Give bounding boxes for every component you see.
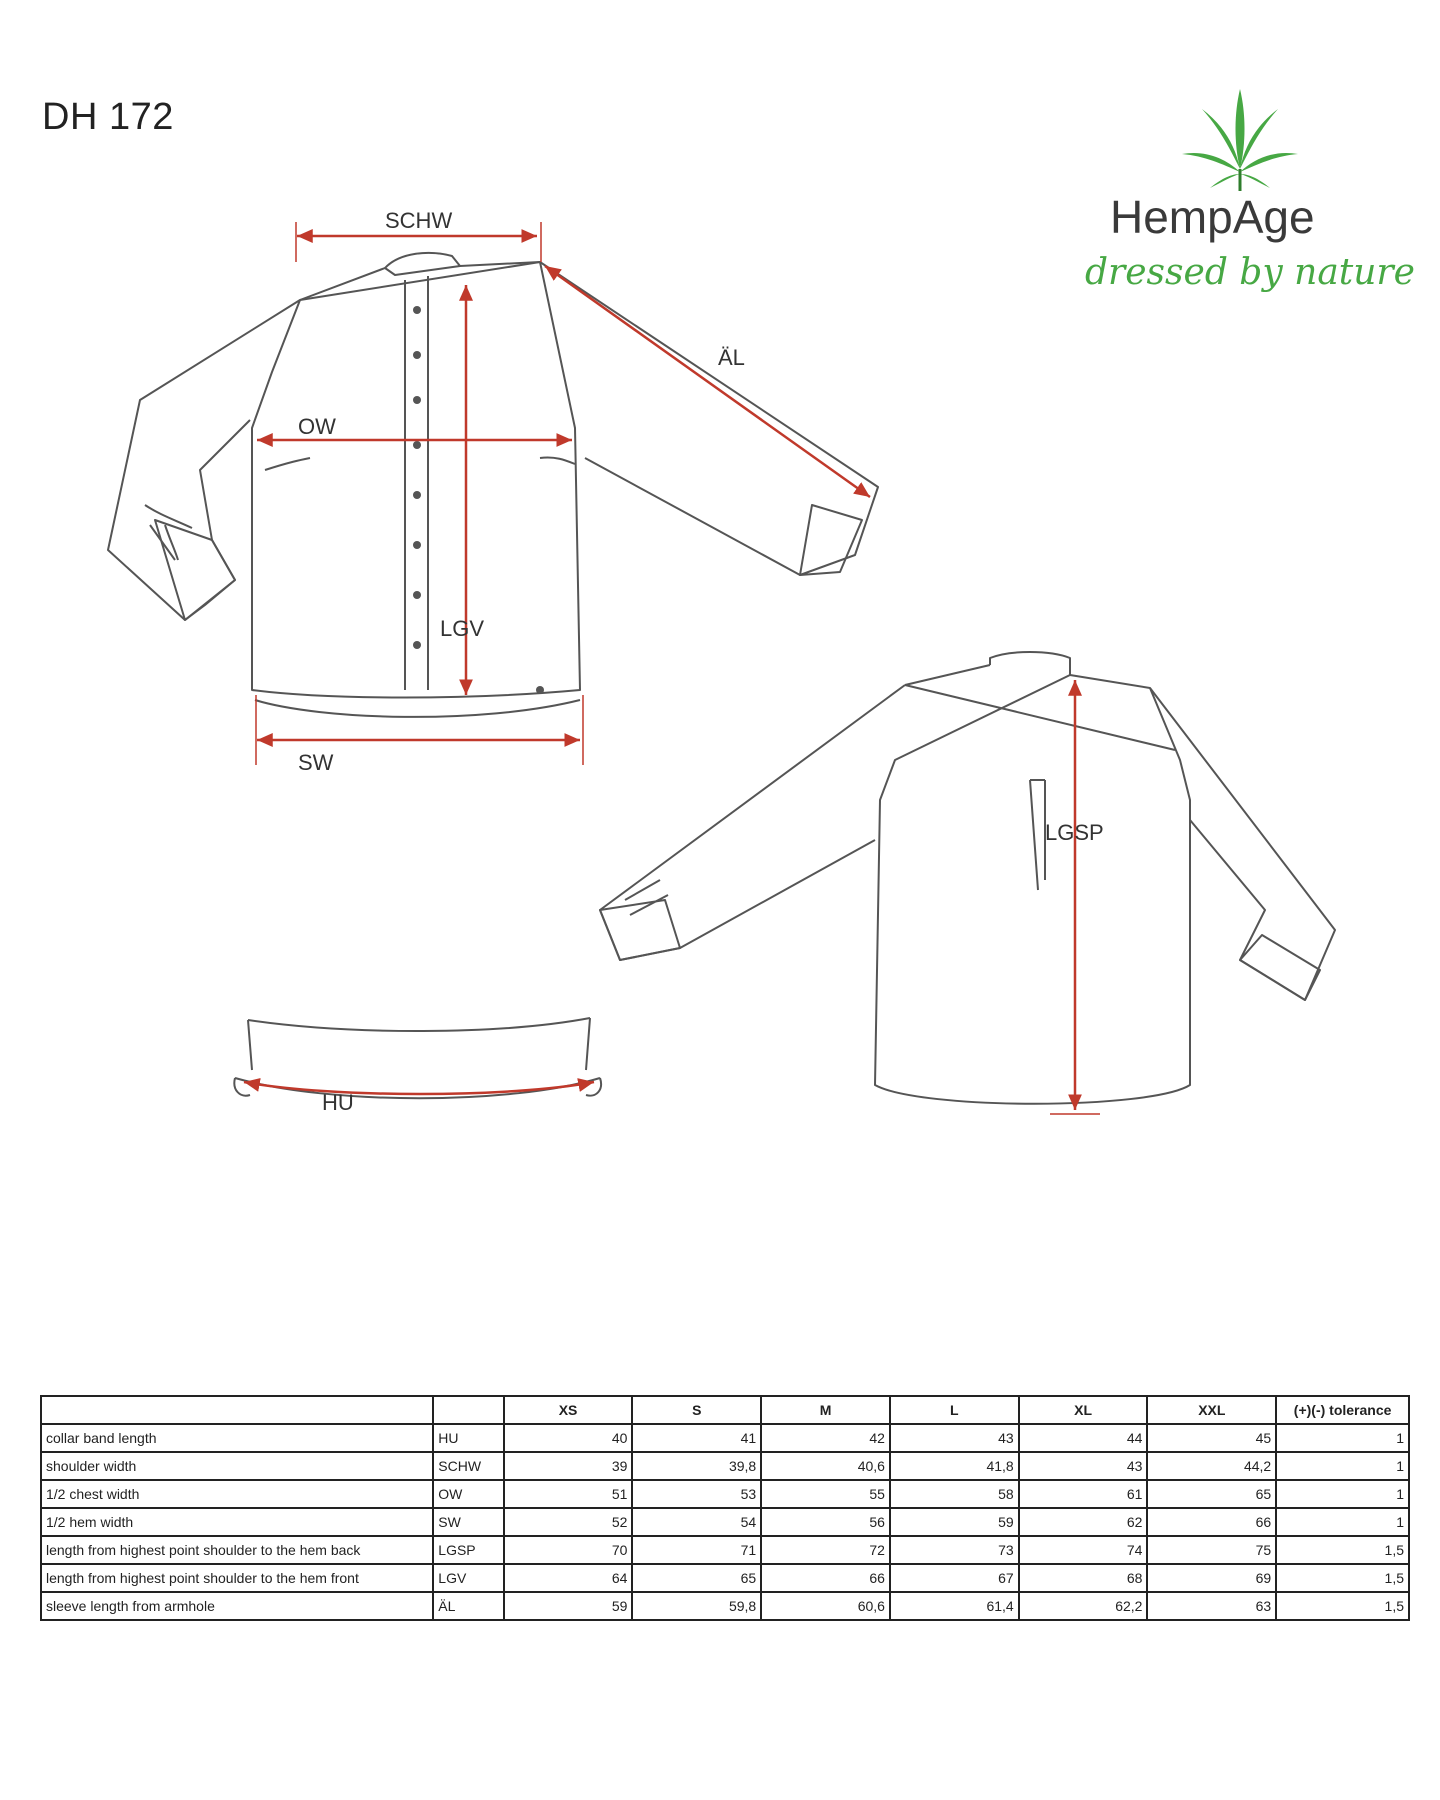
- size-table-body: [41, 1424, 1409, 1620]
- row-label: 1/2 chest width: [41, 1480, 433, 1508]
- size-value: 40,6: [761, 1452, 890, 1480]
- brand-name: HempAge: [1110, 191, 1315, 243]
- size-value: 62,2: [1019, 1592, 1148, 1620]
- size-value: 52: [504, 1508, 633, 1536]
- size-value: 62: [1019, 1508, 1148, 1536]
- row-abbreviation: SCHW: [433, 1452, 503, 1480]
- header-size: XS: [504, 1396, 633, 1424]
- size-value: 39: [504, 1452, 633, 1480]
- label-lgsp: LGSP: [1045, 820, 1104, 845]
- size-value: 73: [890, 1536, 1019, 1564]
- measure-lines-collar: [244, 1082, 594, 1094]
- size-value: 74: [1019, 1536, 1148, 1564]
- size-value: 51: [504, 1480, 633, 1508]
- header-blank: [433, 1396, 503, 1424]
- row-abbreviation: OW: [433, 1480, 503, 1508]
- table-row: [41, 1564, 1409, 1592]
- row-abbreviation: LGSP: [433, 1536, 503, 1564]
- size-value: 59: [890, 1508, 1019, 1536]
- row-abbreviation: LGV: [433, 1564, 503, 1592]
- size-value: 44,2: [1147, 1452, 1276, 1480]
- row-label: sleeve length from armhole: [41, 1592, 433, 1620]
- size-value: 75: [1147, 1536, 1276, 1564]
- size-value: 66: [761, 1564, 890, 1592]
- brand-tagline: dressed by nature: [1085, 252, 1415, 293]
- label-al: ÄL: [718, 345, 745, 370]
- tolerance-value: 1: [1276, 1452, 1409, 1480]
- size-value: 72: [761, 1536, 890, 1564]
- tolerance-value: 1,5: [1276, 1592, 1409, 1620]
- size-value: 64: [504, 1564, 633, 1592]
- table-row: [41, 1452, 1409, 1480]
- tolerance-value: 1,5: [1276, 1564, 1409, 1592]
- header-size: L: [890, 1396, 1019, 1424]
- tolerance-value: 1: [1276, 1480, 1409, 1508]
- size-value: 55: [761, 1480, 890, 1508]
- product-code: DH 172: [42, 96, 174, 138]
- size-value: 60,6: [761, 1592, 890, 1620]
- row-abbreviation: SW: [433, 1508, 503, 1536]
- size-value: 54: [632, 1508, 761, 1536]
- size-value: 40: [504, 1424, 633, 1452]
- table-row: [41, 1536, 1409, 1564]
- row-abbreviation: HU: [433, 1424, 503, 1452]
- table-row: [41, 1424, 1409, 1452]
- size-value: 66: [1147, 1508, 1276, 1536]
- size-value: 41: [632, 1424, 761, 1452]
- size-value: 41,8: [890, 1452, 1019, 1480]
- measure-lines-front: [256, 222, 870, 765]
- size-value: 65: [1147, 1480, 1276, 1508]
- label-sw: SW: [298, 750, 334, 775]
- header-size: XL: [1019, 1396, 1148, 1424]
- table-header-row: [41, 1396, 1409, 1424]
- header-size: S: [632, 1396, 761, 1424]
- size-table: [40, 1395, 1410, 1621]
- size-value: 39,8: [632, 1452, 761, 1480]
- header-blank: [41, 1396, 433, 1424]
- size-value: 68: [1019, 1564, 1148, 1592]
- size-value: 43: [890, 1424, 1019, 1452]
- tolerance-value: 1,5: [1276, 1536, 1409, 1564]
- row-abbreviation: ÄL: [433, 1592, 503, 1620]
- size-value: 65: [632, 1564, 761, 1592]
- size-value: 44: [1019, 1424, 1148, 1452]
- table-row: [41, 1592, 1409, 1620]
- measure-lines-back: [1050, 680, 1100, 1114]
- table-row: [41, 1480, 1409, 1508]
- size-value: 69: [1147, 1564, 1276, 1592]
- label-hu: HU: [322, 1090, 354, 1115]
- label-ow: OW: [298, 414, 336, 439]
- header-size: M: [761, 1396, 890, 1424]
- size-value: 43: [1019, 1452, 1148, 1480]
- row-label: collar band length: [41, 1424, 433, 1452]
- size-value: 58: [890, 1480, 1019, 1508]
- shirt-back: [600, 652, 1335, 1104]
- size-value: 61: [1019, 1480, 1148, 1508]
- row-label: shoulder width: [41, 1452, 433, 1480]
- size-value: 59: [504, 1592, 633, 1620]
- table-row: [41, 1508, 1409, 1536]
- size-value: 70: [504, 1536, 633, 1564]
- size-value: 56: [761, 1508, 890, 1536]
- size-value: 71: [632, 1536, 761, 1564]
- size-value: 59,8: [632, 1592, 761, 1620]
- header-tolerance: (+)(-) tolerance: [1276, 1396, 1409, 1424]
- size-value: 42: [761, 1424, 890, 1452]
- collar-band: [234, 1018, 601, 1098]
- size-value: 63: [1147, 1592, 1276, 1620]
- header-size: XXL: [1147, 1396, 1276, 1424]
- row-label: length from highest point shoulder to the hem front: [41, 1564, 433, 1592]
- size-value: 53: [632, 1480, 761, 1508]
- shirt-front: [108, 253, 878, 717]
- label-lgv: LGV: [440, 616, 485, 641]
- label-schw: SCHW: [385, 208, 453, 233]
- size-value: 61,4: [890, 1592, 1019, 1620]
- size-value: 45: [1147, 1424, 1276, 1452]
- tolerance-value: 1: [1276, 1424, 1409, 1452]
- size-value: 67: [890, 1564, 1019, 1592]
- row-label: length from highest point shoulder to the hem back: [41, 1536, 433, 1564]
- row-label: 1/2 hem width: [41, 1508, 433, 1536]
- tolerance-value: 1: [1276, 1508, 1409, 1536]
